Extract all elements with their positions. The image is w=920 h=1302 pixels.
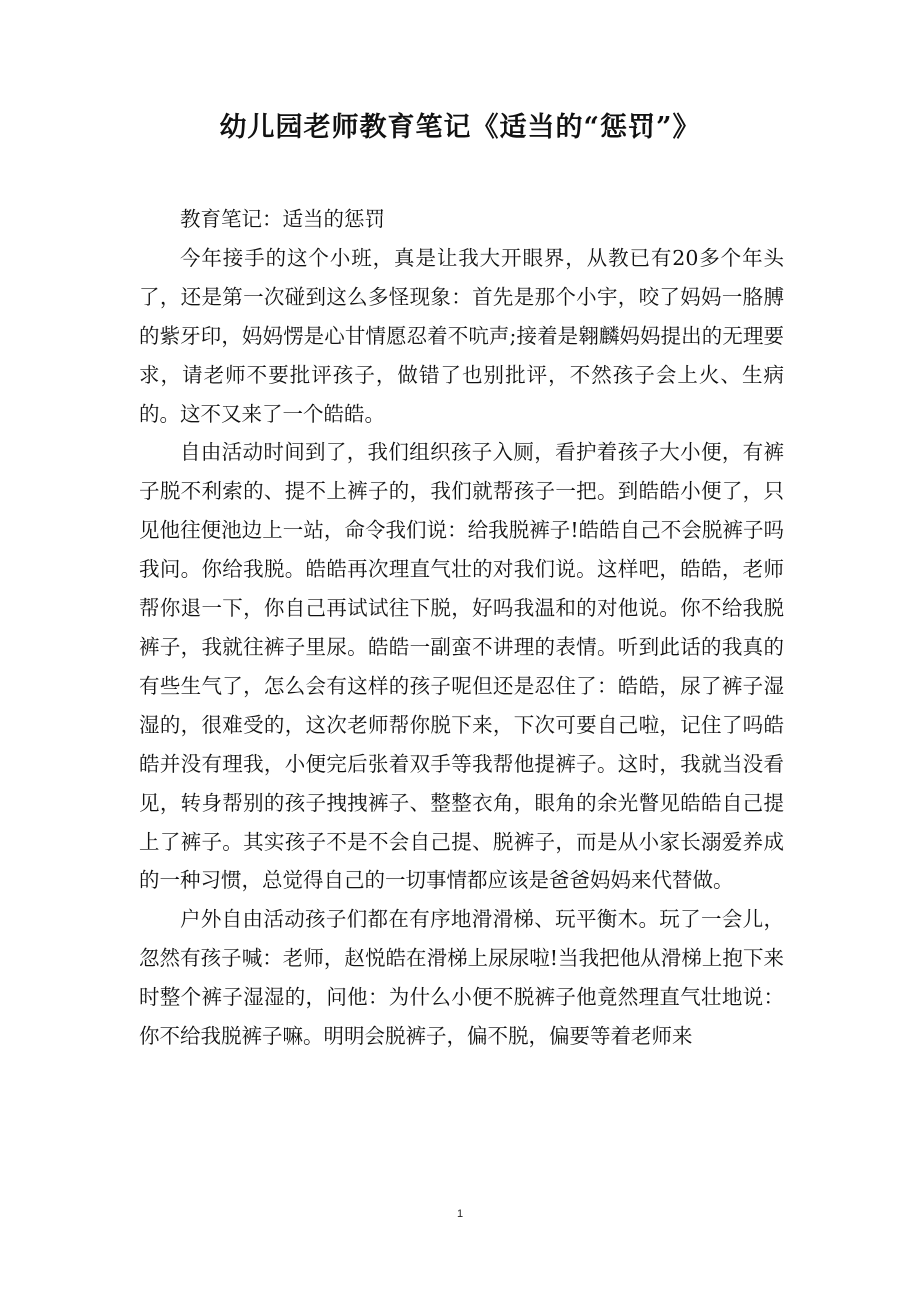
paragraph-subtitle: 教育笔记：适当的惩罚: [180, 207, 385, 231]
document-title: 幼儿园老师教育笔记《适当的“惩罚”》: [219, 112, 701, 143]
page-number: 1: [456, 1208, 464, 1220]
paragraph-toilet-story: 自由活动时间到了，我们组织孩子入厕，看护着孩子大小便，有裤子脱不利索的、提不上裤子的，我们就帮孩子一把。到皓皓小便了，只见他往便池边上一站，命令我们说：给我脱裤子!皓皓自己不会脱裤子吗我问。你给我脱。皓皓再次理直气壮的对我们说。这样吧，皓皓，老师帮你退一下，你自己再试试往下脱，好吗我温和的对他说。你不给我脱裤子，我就往裤子里尿。皓皓一副蛮不讲理的表情。听到此话的我真的有些生气了，怎么会有这样的孩子呢但还是忍住了：皓皓，尿了裤子湿湿的，很难受的，这次老师帮你脱下来，下次可要自己啦，记住了吗皓皓并没有理我，小便完后张着双手等我帮他提裤子。这时，我就当没看见，转身帮别的孩子拽拽裤子、整整衣角，眼角的余光瞥见皓皓自己提上了裤子。其实孩子不是不会自己提、脱裤子，而是从小家长溺爱养成的一种习惯，总觉得自己的一切事情都应该是爸爸妈妈来代替做。: [139, 440, 784, 893]
document-body: [139, 200, 784, 1056]
paragraph-outdoor-story: 户外自由活动孩子们都在有序地滑滑梯、玩平衡木。玩了一会儿，忽然有孩子喊：老师，赵悦皓在滑梯上尿尿啦!当我把他从滑梯上抱下来时整个裤子湿湿的，问他：为什么小便不脱裤子他竟然理直气壮地说：你不给我脱裤子嘛。明明会脱裤子，偏不脱，偏要等着老师来: [139, 907, 784, 1049]
paragraph-intro: 今年接手的这个小班，真是让我大开眼界，从教已有20多个年头了，还是第一次碰到这么多怪现象：首先是那个小宇，咬了妈妈一胳膊的紫牙印，妈妈愣是心甘情愿忍着不吭声;接着是翱麟妈妈提出的无理要求，请老师不要批评孩子，做错了也别批评，不然孩子会上火、生病的。这不又来了一个皓皓。: [139, 245, 784, 426]
